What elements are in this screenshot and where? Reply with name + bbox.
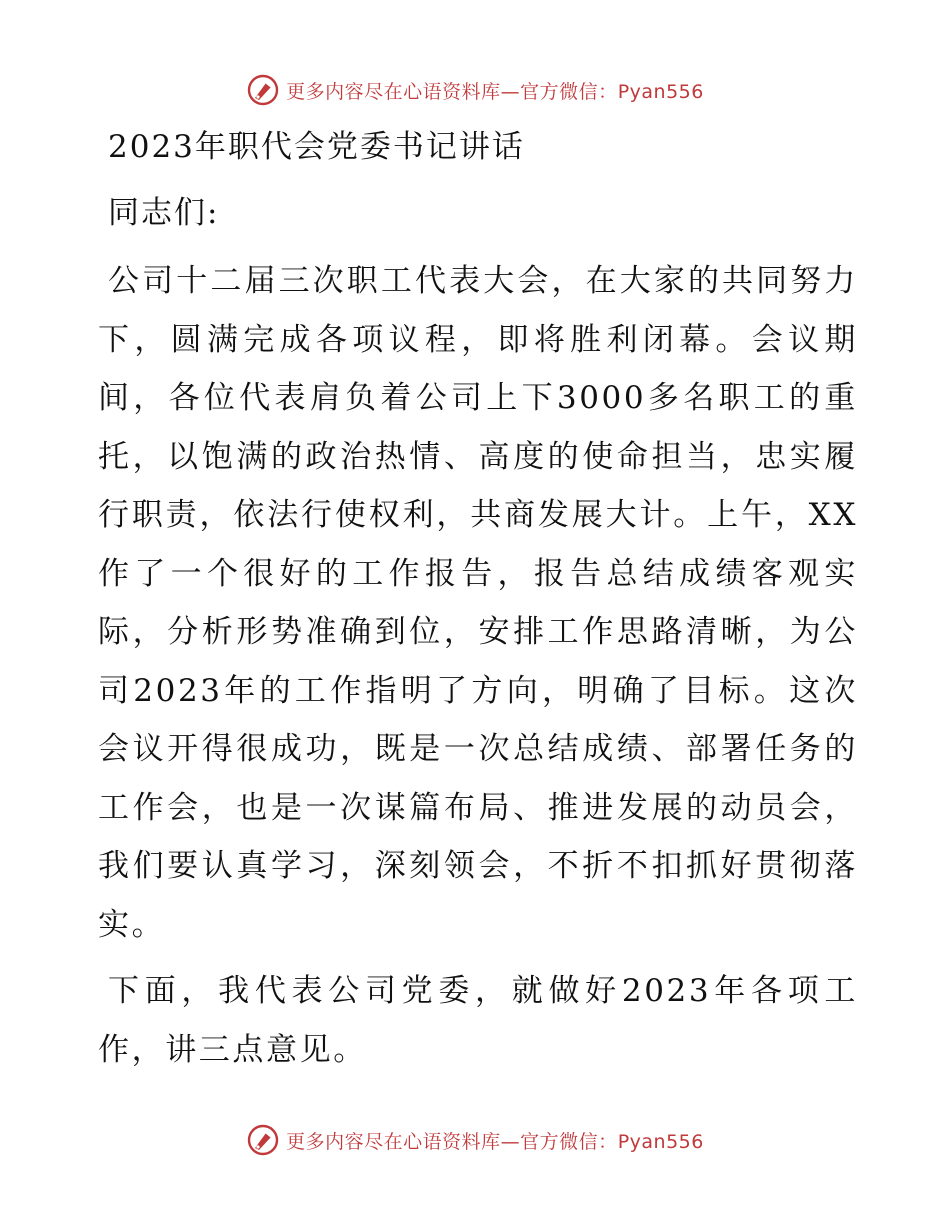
watermark-text: 更多内容尽在心语资料库—官方微信：Pyan556 [286, 1130, 704, 1153]
header-watermark [0, 70, 950, 110]
body-paragraph: 公司十二届三次职工代表大会，在大家的共同努力下，圆满完成各项议程，即将胜利闭幕。会议期间，各位代表肩负着公司上下3000多名职工的重托，以饱满的政治热情、高度的使命担当，忠实履行职责，依法行使权利，共商发展大计。上午，XX作了一个很好的工作报告，报告总结成绩客观实际，分析形势准确到位，安排工作思路清晰，为公司2023年的工作指明了方向，明确了目标。这次会议开得很成功，既是一次总结成绩、部署任务的工作会，也是一次谋篇布局、推进发展的动员会，我们要认真学习，深刻领会，不折不扣抓好贯彻落实。 [98, 263, 858, 943]
pen-nib-logo-icon [246, 1123, 280, 1157]
body-paragraph: 下面，我代表公司党委，就做好2023年各项工作，讲三点意见。 [98, 973, 858, 1068]
footer-watermark [0, 1120, 950, 1160]
salutation: 同志们: [108, 195, 220, 231]
watermark-text: 更多内容尽在心语资料库—官方微信：Pyan556 [286, 80, 704, 103]
pen-nib-logo-icon [246, 73, 280, 107]
document-body [98, 118, 858, 1079]
document-title: 2023年职代会党委书记讲话 [108, 129, 525, 165]
